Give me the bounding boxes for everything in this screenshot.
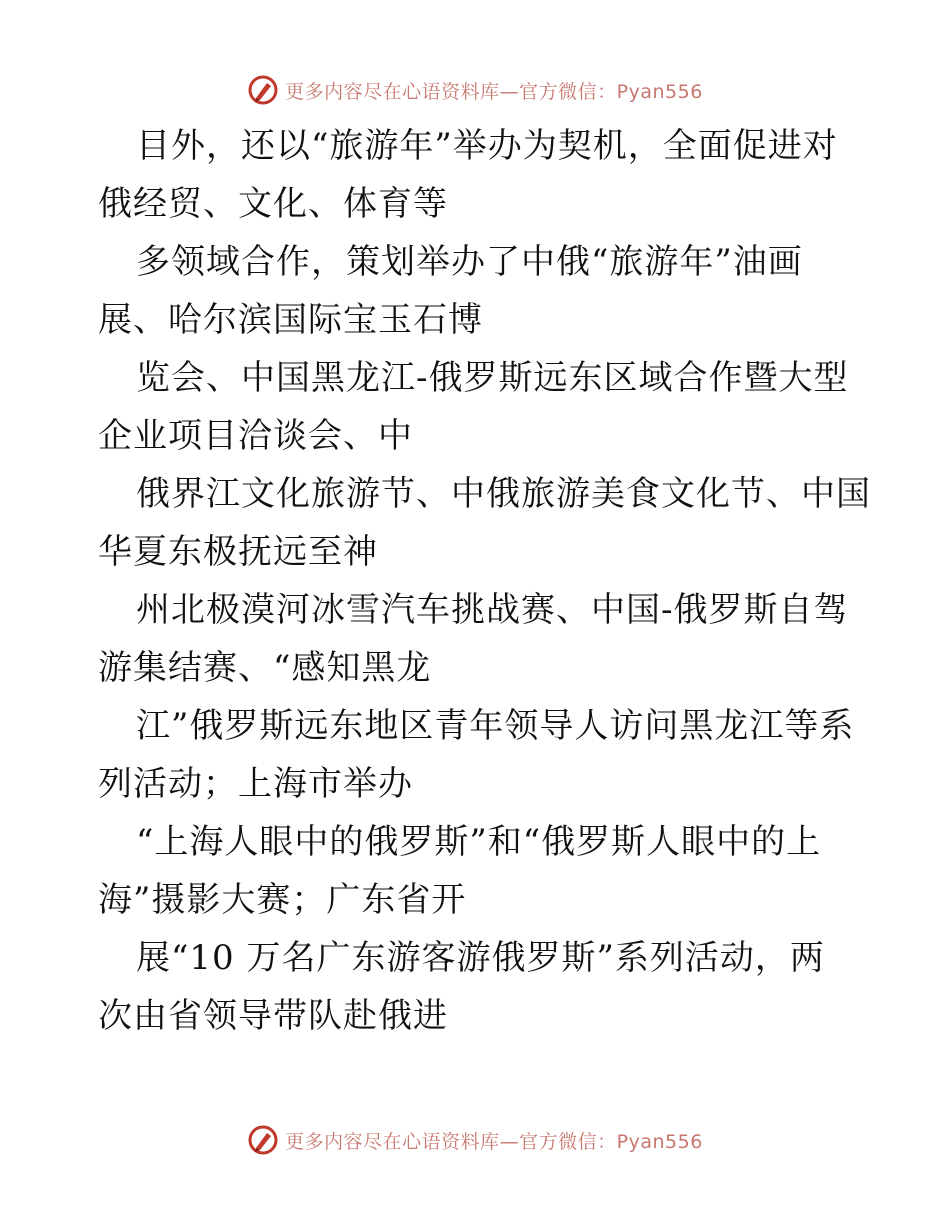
body-line: 列活动；上海市举办 [98, 764, 413, 804]
body-line: 江”俄罗斯远东地区青年领导人访问黑龙江等系 [136, 706, 855, 746]
document-body [98, 117, 871, 1045]
body-line: 州北极漠河冰雪汽车挑战赛、中国-俄罗斯自驾 [136, 590, 849, 630]
body-line: 目外，还以“旅游年”举办为契机，全面促进对 [136, 126, 838, 166]
body-line: 览会、中国黑龙江-俄罗斯远东区域合作暨大型 [136, 358, 849, 398]
body-line: 华夏东极抚远至神 [98, 532, 378, 572]
body-line: 次由省领导带队赴俄进 [98, 996, 448, 1036]
body-line: 海”摄影大赛；广东省开 [98, 880, 467, 920]
footer-banner-text: 更多内容尽在心语资料库—官方微信：Pyan556 [285, 1130, 703, 1153]
body-line: 展、哈尔滨国际宝玉石博 [98, 300, 483, 340]
pen-logo-icon [247, 1124, 279, 1156]
pen-logo-icon [247, 74, 279, 106]
body-line: 企业项目洽谈会、中 [98, 416, 413, 456]
body-line: 展“10 万名广东游客游俄罗斯”系列活动，两 [136, 938, 825, 978]
body-line: 俄经贸、文化、体育等 [98, 184, 448, 224]
header-banner-text: 更多内容尽在心语资料库—官方微信：Pyan556 [285, 80, 703, 103]
body-line: “上海人眼中的俄罗斯”和“俄罗斯人眼中的上 [136, 822, 822, 862]
header-banner [0, 70, 950, 110]
body-line: 俄界江文化旅游节、中俄旅游美食文化节、中国 [136, 474, 871, 514]
body-line: 游集结赛、“感知黑龙 [98, 648, 432, 688]
body-line: 多领域合作，策划举办了中俄“旅游年”油画 [136, 242, 803, 282]
footer-banner [0, 1120, 950, 1160]
